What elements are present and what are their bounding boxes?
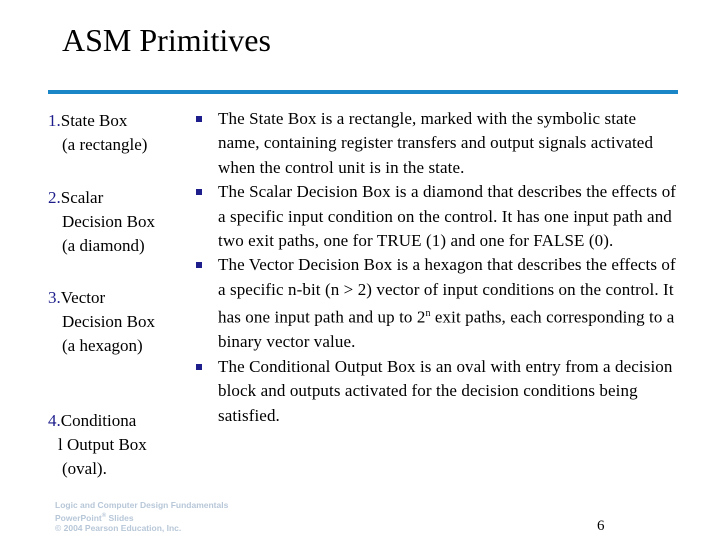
item-number: 1.	[48, 111, 61, 130]
item-line: Scalar	[60, 188, 104, 207]
title-divider	[48, 90, 678, 94]
bullet-text: The State Box is a rectangle, marked with the symbolic state name, containing register transfers and output signals activated when the control unit is in the state.	[218, 109, 654, 177]
superscript-n: n	[425, 308, 431, 320]
bullet-text: The Scalar Decision Box is a diamond that describes the effects of a specific input condition on the control. It has one input path and two exit paths, one for TRUE (1) and one for FALSE (0).	[218, 182, 677, 251]
bullet-item	[196, 107, 678, 180]
bullet-text: exit paths, each corresponding to a binary vector value.	[218, 307, 675, 352]
bullet-item	[196, 180, 678, 253]
item-line: Vector	[60, 288, 106, 307]
primitive-list-item	[48, 186, 155, 258]
bullet-text: The Conditional Output Box is an oval with entry from a decision block and outputs activated for the decision conditions being satisfied.	[218, 356, 673, 425]
item-number: 4.	[48, 411, 61, 430]
primitive-list-item	[48, 286, 155, 358]
description-list	[196, 107, 678, 428]
footer-line: PowerPoint® Slides	[55, 512, 134, 523]
footer-line: Logic and Computer Design Fundamentals	[55, 500, 229, 510]
item-line: Decision Box	[62, 212, 156, 231]
item-line: (a hexagon)	[62, 336, 143, 355]
page-number: 6	[597, 518, 605, 534]
publisher-footer	[55, 500, 235, 533]
primitive-list-item	[48, 409, 147, 481]
slide-title: ASM Primitives	[62, 22, 271, 58]
square-bullet-icon	[196, 262, 202, 268]
primitive-list-item	[48, 109, 147, 157]
item-line: Conditiona	[60, 411, 137, 430]
item-number: 2.	[48, 188, 61, 207]
item-line: (a diamond)	[62, 236, 145, 255]
item-line: l Output Box	[58, 435, 147, 454]
footer-line: © 2004 Pearson Education, Inc.	[55, 522, 182, 533]
square-bullet-icon	[196, 364, 202, 370]
item-line: State Box	[60, 111, 128, 130]
bullet-item	[196, 355, 678, 428]
item-line: Decision Box	[62, 312, 156, 331]
bullet-text: The Vector Decision Box is a hexagon that describes the effects of a specific n-bit (n > 2) vector of input conditions on the control. It has one input path and up to 2	[218, 255, 676, 327]
item-line: (oval).	[62, 459, 107, 478]
item-number: 3.	[48, 288, 61, 307]
item-line: (a rectangle)	[62, 135, 148, 154]
square-bullet-icon	[196, 189, 202, 195]
bullet-item	[196, 253, 678, 354]
square-bullet-icon	[196, 116, 202, 122]
